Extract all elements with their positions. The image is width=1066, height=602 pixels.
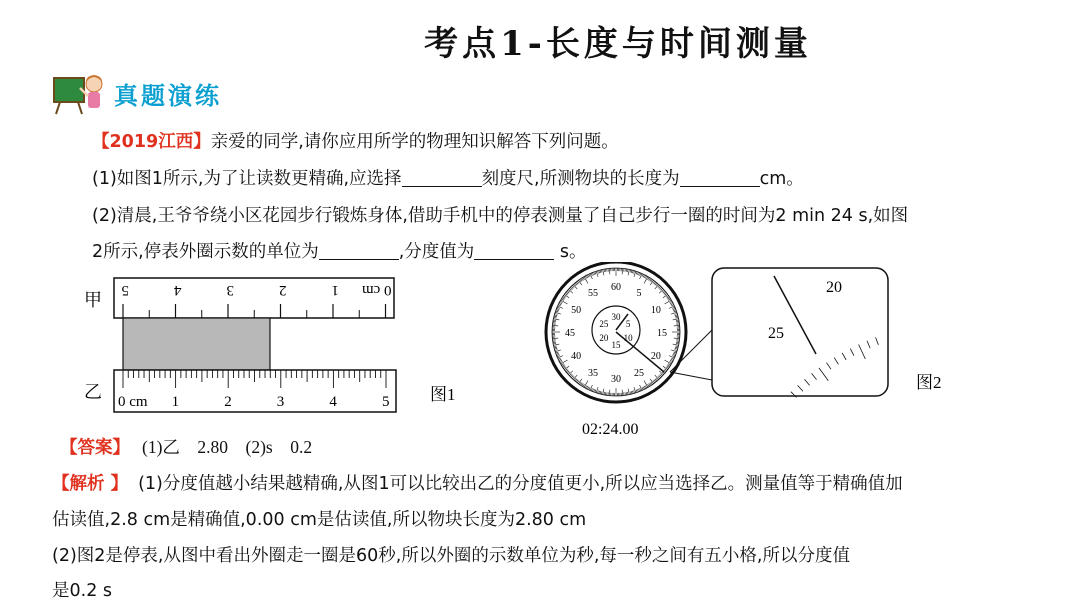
question-part1 <box>92 165 804 190</box>
part1-text-a: (1)如图1所示,为了让读数更精确,应选择 <box>92 169 402 189</box>
answer-text: (1)乙 2.80 (2)s 0.2 <box>142 437 312 457</box>
ruler-top-number: 0 cm <box>362 282 392 298</box>
ruler-top-number: 2 <box>279 282 287 298</box>
part2-text-b: ,分度值为 <box>399 242 475 262</box>
stopwatch-outer-number: 40 <box>571 351 581 362</box>
stopwatch-outer-number: 50 <box>571 305 581 316</box>
ruler-top-number: 3 <box>227 282 235 298</box>
analysis-text-1: (1)分度值越小结果越精确,从图1可以比较出乙的分度值更小,所以应当选择乙。测量值等于精确值加 <box>138 474 903 494</box>
ruler-top-number: 5 <box>122 282 130 298</box>
stopwatch-outer-number: 25 <box>634 368 644 379</box>
ruler-label-top: 甲 <box>84 290 102 310</box>
figure2 <box>540 262 960 442</box>
ruler-top-number: 1 <box>332 282 340 298</box>
zoom-number-25: 25 <box>768 325 784 342</box>
stopwatch-inner-number: 5 <box>626 319 631 329</box>
figure1 <box>70 270 490 420</box>
blank-4 <box>474 241 554 260</box>
stopwatch-outer-number: 5 <box>637 288 642 299</box>
question-tag: 【2019江西】 <box>92 132 211 152</box>
stopwatch-inner-number: 30 <box>612 312 622 322</box>
teacher-icon <box>52 70 108 116</box>
part1-text-b: 刻度尺,所测物块的长度为 <box>482 169 680 189</box>
ruler-top-number: 4 <box>174 282 182 298</box>
ruler-bottom-number: 2 <box>224 394 232 410</box>
stopwatch-outer-number: 55 <box>588 288 598 299</box>
figure2-caption: 图2 <box>916 373 942 392</box>
stopwatch-readout: 02:24.00 <box>582 421 638 438</box>
stopwatch-outer-number: 30 <box>611 374 621 385</box>
analysis-tag: 【解析 】 <box>52 474 128 494</box>
ruler-bottom-number: 0 cm <box>118 394 148 410</box>
section-label: 真题演练 <box>114 76 222 111</box>
stopwatch-outer-number: 45 <box>565 328 575 339</box>
stopwatch-outer-number: 20 <box>651 351 661 362</box>
ruler-bottom-number: 1 <box>172 394 180 410</box>
answer-tag: 【答案】 <box>60 438 130 458</box>
figure1-caption: 图1 <box>430 385 456 404</box>
stopwatch-inner-number: 10 <box>624 333 634 343</box>
measured-block <box>123 318 270 370</box>
answer-line <box>60 434 312 459</box>
page-title: 考点1-长度与时间测量 <box>0 16 1066 65</box>
analysis-line3: (2)图2是停表,从图中看出外圈走一圈是60秒,所以外圈的示数单位为秒,每一秒之间有五小格,所以分度值 <box>52 542 850 567</box>
blank-2 <box>680 168 760 187</box>
zoom-number-20: 20 <box>826 279 842 296</box>
question-intro-text: 亲爱的同学,请你应用所学的物理知识解答下列问题。 <box>211 132 619 152</box>
question-intro <box>92 128 619 153</box>
section-header <box>52 70 222 116</box>
analysis-line1 <box>52 470 903 495</box>
blank-1 <box>402 168 482 187</box>
stopwatch-inner-number: 15 <box>612 340 622 350</box>
stopwatch-outer-number: 60 <box>611 282 621 293</box>
stopwatch-inner-number: 25 <box>599 319 609 329</box>
analysis-line2: 估读值,2.8 cm是精确值,0.00 cm是估读值,所以物块长度为2.80 cm <box>52 506 586 531</box>
part2-text-c: s。 <box>554 242 586 262</box>
question-part2-line2 <box>92 238 586 263</box>
part2-text-a: 2所示,停表外圈示数的单位为 <box>92 242 319 262</box>
part1-text-c: cm。 <box>760 169 804 189</box>
stopwatch-outer-number: 35 <box>588 368 598 379</box>
stopwatch-outer-number: 15 <box>657 328 667 339</box>
question-part2-line1: (2)清晨,王爷爷绕小区花园步行锻炼身体,借助手机中的停表测量了自己步行一圈的时间为2 min 24 s,如图 <box>92 202 908 227</box>
stopwatch-outer-number: 10 <box>651 305 661 316</box>
ruler-bottom <box>114 370 396 412</box>
zoom-callout <box>712 268 888 396</box>
ruler-bottom-number: 3 <box>277 394 285 410</box>
blank-3 <box>319 241 399 260</box>
analysis-line4: 是0.2 s <box>52 577 112 602</box>
ruler-bottom-number: 5 <box>382 394 390 410</box>
ruler-label-bottom: 乙 <box>84 382 102 402</box>
stopwatch-inner-number: 20 <box>599 333 609 343</box>
ruler-bottom-number: 4 <box>329 394 337 410</box>
